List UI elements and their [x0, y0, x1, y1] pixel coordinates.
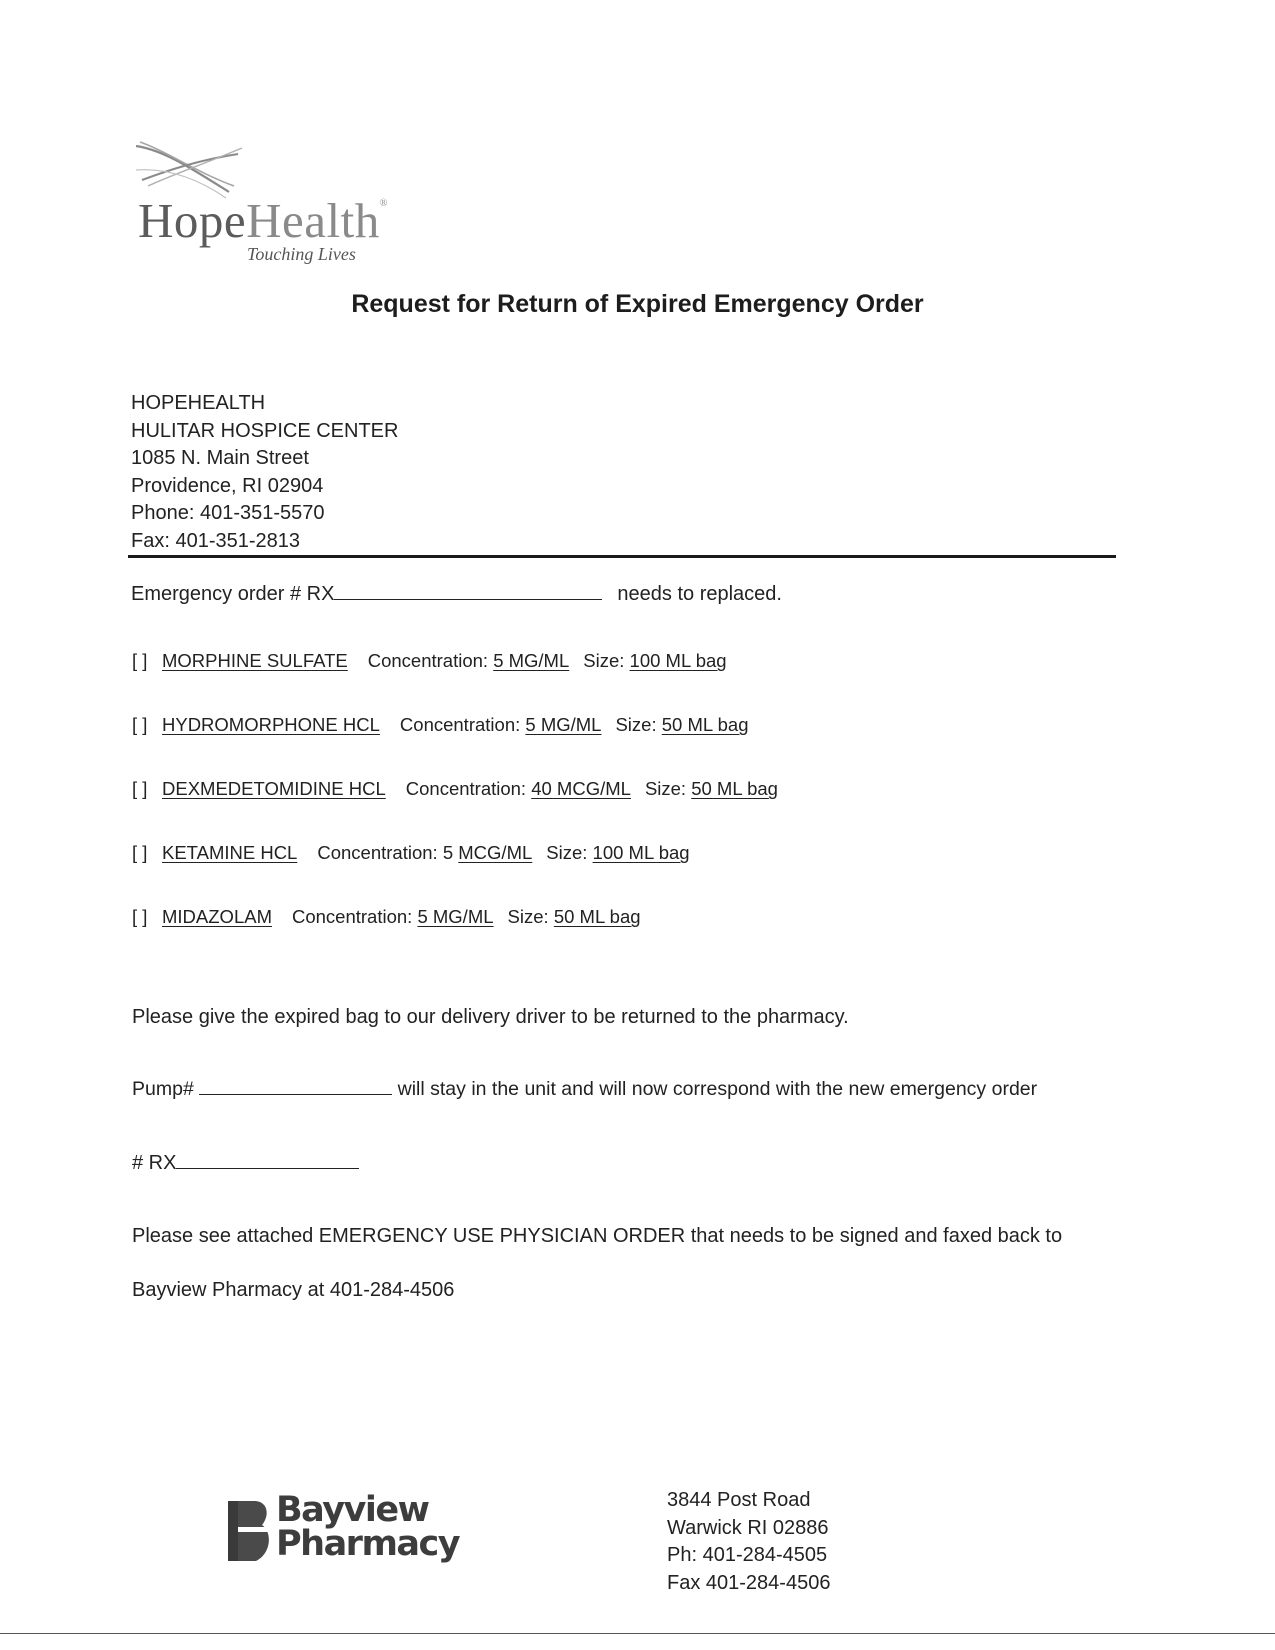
pump-suffix: will stay in the unit and will now correspond with the new emergency order [397, 1078, 1038, 1100]
pharmacy-fax-note: Bayview Pharmacy at 401-284-4506 [132, 1279, 455, 1301]
bayview-pharmacy-logo [224, 1490, 460, 1577]
pump-line [132, 1076, 1037, 1101]
medication-name: KETAMINE HCL [162, 842, 298, 863]
facility-line: Providence, RI 02904 [131, 474, 324, 497]
medication-row [132, 842, 690, 864]
size-label: Size: [583, 650, 625, 671]
medication-row [132, 714, 749, 736]
concentration-prefix: 5 [442, 842, 459, 863]
concentration-label: Concentration: [291, 906, 413, 927]
size-value: 100 ML bag [592, 842, 690, 863]
brand-dark-text: Hope [138, 193, 247, 248]
medication-name: DEXMEDETOMIDINE HCL [162, 778, 386, 799]
size-label: Size: [507, 906, 549, 927]
pump-number-field[interactable] [199, 1076, 392, 1095]
concentration-value: MCG/ML [458, 842, 533, 863]
concentration-label: Concentration: [367, 650, 489, 671]
facility-phone: Phone: 401-351-5570 [131, 502, 325, 524]
facility-address [131, 390, 398, 555]
pharmacy-fax: Fax 401-284-4506 [667, 1571, 831, 1594]
medication-name: MORPHINE SULFATE [162, 650, 348, 671]
brand-light-text: Health [246, 193, 380, 248]
medication-checkbox[interactable]: [ ] [132, 906, 148, 927]
bayview-word: Bayview [276, 1490, 429, 1530]
concentration-label: Concentration: [399, 714, 521, 735]
order-suffix: needs to replaced. [617, 583, 782, 605]
medication-row [132, 650, 727, 672]
return-note: Please give the expired bag to our delivery driver to be returned to the pharmacy. [132, 1006, 849, 1028]
order-prefix: Emergency order # RX [131, 583, 335, 605]
bayview-wordmark [276, 1490, 460, 1564]
pharmacy-address [667, 1487, 830, 1597]
facility-line: HULITAR HOSPICE CENTER [131, 419, 399, 442]
size-label: Size: [644, 778, 687, 799]
concentration-value: 40 MCG/ML [531, 778, 631, 799]
concentration-value: 5 MG/ML [493, 650, 570, 671]
rx-prefix: # RX [132, 1152, 177, 1174]
medication-row [132, 778, 778, 800]
medication-checkbox[interactable]: [ ] [132, 714, 148, 735]
pharmacy-word: Pharmacy [276, 1524, 460, 1564]
emergency-order-line [131, 581, 782, 606]
pharmacy-city: Warwick RI 02886 [667, 1516, 829, 1539]
facility-line: 1085 N. Main Street [131, 447, 309, 469]
size-label: Size: [615, 714, 657, 735]
pump-prefix: Pump# [132, 1078, 194, 1100]
hopehealth-wordmark [138, 192, 388, 249]
concentration-value: 5 MG/ML [417, 906, 494, 927]
size-label: Size: [546, 842, 588, 863]
pharmacy-phone: Ph: 401-284-4505 [667, 1544, 828, 1566]
rx-number-field[interactable] [334, 581, 602, 600]
concentration-label: Concentration: [317, 842, 438, 863]
trademark-mark: ® [379, 198, 388, 209]
size-value: 100 ML bag [629, 650, 727, 671]
rx-line [132, 1150, 359, 1175]
size-value: 50 ML bag [661, 714, 749, 735]
hopehealth-tagline: Touching Lives [247, 244, 356, 264]
facility-line: HOPEHEALTH [131, 392, 266, 414]
medication-name: MIDAZOLAM [162, 906, 272, 927]
header-divider [128, 555, 1116, 558]
new-rx-number-field[interactable] [176, 1150, 359, 1169]
hopehealth-swoosh-icon [134, 140, 244, 200]
attachment-note: Please see attached EMERGENCY USE PHYSICIAN ORDER that needs to be signed and faxed back to [132, 1225, 1063, 1247]
footer-divider [0, 1633, 1275, 1634]
bayview-b-mark-icon [224, 1497, 272, 1565]
size-value: 50 ML bag [553, 906, 641, 927]
medication-row [132, 906, 641, 928]
concentration-value: 5 MG/ML [525, 714, 602, 735]
concentration-label: Concentration: [405, 778, 527, 799]
medication-checkbox[interactable]: [ ] [132, 650, 148, 671]
medication-checkbox[interactable]: [ ] [132, 778, 148, 799]
pharmacy-street: 3844 Post Road [667, 1489, 811, 1511]
page-title: Request for Return of Expired Emergency Order [351, 290, 924, 318]
hopehealth-logo [134, 140, 424, 270]
medication-name: HYDROMORPHONE HCL [162, 714, 380, 735]
size-value: 50 ML bag [691, 778, 778, 799]
medication-checkbox[interactable]: [ ] [132, 842, 148, 863]
facility-fax: Fax: 401-351-2813 [131, 529, 301, 552]
